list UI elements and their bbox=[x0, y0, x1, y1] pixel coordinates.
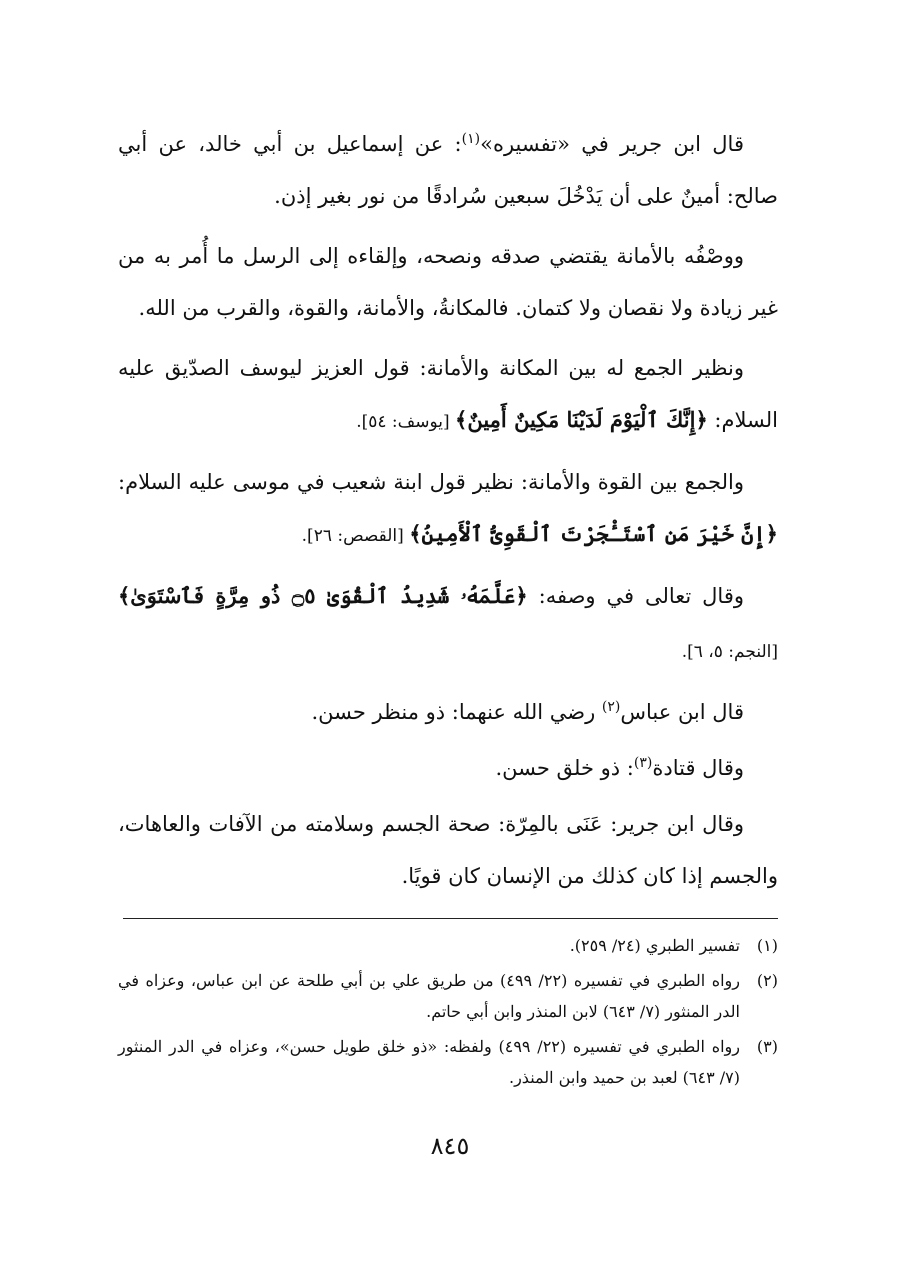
quran-verse: ﴿إِنَّكَ ٱلْيَوْمَ لَدَيْنَا مَكِينٌ أَمِينٌ﴾ bbox=[455, 407, 708, 432]
footnotes bbox=[118, 930, 778, 1097]
paragraph-mirrah bbox=[118, 798, 778, 902]
footnote-divider bbox=[123, 918, 778, 919]
paragraph-ibn-jarir bbox=[118, 118, 778, 222]
footnote-item bbox=[118, 930, 778, 961]
paragraph-text: ووصْفُه بالأمانة يقتضي صدقه ونصحه، وإلقاءه إلى الرسل ما أُمر به من غير زيادة ولا نقصان ولا كتمان. فالمكانةُ، والأمانة، والقوة، والقرب من الله. bbox=[118, 244, 778, 320]
quran-verse: ﴿عَلَّمَهُۥ شَدِيدُ ٱلْقُوَىٰ ۝٥ ذُو مِرَّةٍ فَٱسْتَوَىٰ﴾ bbox=[118, 583, 528, 608]
paragraph-qatadah bbox=[118, 742, 778, 794]
footnote-number: (٢) bbox=[756, 971, 778, 990]
paragraph-amanah bbox=[118, 230, 778, 334]
footnote-marker: (٢) bbox=[601, 699, 621, 715]
footnote-number: (١) bbox=[756, 936, 778, 955]
paragraph-text: : عن إسماعيل بن أبي خالد، عن أبي صالح: أمينٌ على أن يَدْخُلَ سبعين سُرادقًا من نور بغير إذن. bbox=[118, 132, 778, 208]
footnote-marker: (١) bbox=[461, 131, 481, 147]
page-number: ٨٤٥ bbox=[430, 1132, 470, 1160]
footnote-text: تفسير الطبري (٢٤/ ٢٥٩). bbox=[569, 936, 740, 955]
verse-reference: [القصص: ٢٦]. bbox=[301, 526, 410, 546]
verse-reference: [يوسف: ٥٤]. bbox=[356, 412, 456, 432]
footnote-text: رواه الطبري في تفسيره (٢٢/ ٤٩٩) ولفظه: «ذو خلق طويل حسن»، وعزاه في الدر المنثور (٧/ ٦٤٣) لعبد بن حميد وابن المنذر. bbox=[118, 1037, 741, 1087]
footnote-item bbox=[118, 965, 778, 1027]
paragraph-text: رضي الله عنهما: ذو منظر حسن. bbox=[311, 700, 602, 724]
footnote-text: رواه الطبري في تفسيره (٢٢/ ٤٩٩) من طريق علي بن أبي طلحة عن ابن عباس، وعزاه في الدر المنثور (٧/ ٦٤٣) لابن المنذر وابن أبي حاتم. bbox=[118, 971, 740, 1021]
verse-reference: [النجم: ٥، ٦]. bbox=[681, 642, 778, 662]
main-text bbox=[118, 118, 778, 910]
paragraph-musa bbox=[118, 456, 778, 562]
paragraph-text: : ذو خلق حسن. bbox=[495, 756, 634, 780]
paragraph-text: قال ابن عباس bbox=[620, 700, 744, 724]
paragraph-text: وقال ابن جرير: عَنَى بالمِرّة: صحة الجسم وسلامته من الآفات والعاهات، والجسم إذا كان كذلك من الإنسان كان قويًا. bbox=[118, 812, 778, 888]
paragraph-text: والجمع بين القوة والأمانة: نظير قول ابنة شعيب في موسى عليه السلام: bbox=[118, 470, 744, 494]
paragraph-najm bbox=[118, 570, 778, 678]
paragraph-text: وقال تعالى في وصفه: bbox=[527, 584, 744, 608]
footnote-item bbox=[118, 1031, 778, 1093]
paragraph-text: ونظير الجمع له بين المكانة والأمانة: قول العزيز ليوسف الصدّيق عليه السلام: bbox=[118, 356, 778, 432]
paragraph-text: وقال قتادة bbox=[652, 756, 744, 780]
footnote-number: (٣) bbox=[756, 1037, 778, 1056]
footnote-marker: (٣) bbox=[633, 755, 653, 771]
paragraph-ibn-abbas bbox=[118, 686, 778, 738]
paragraph-text: قال ابن جرير في «تفسيره» bbox=[480, 132, 744, 156]
quran-verse: ﴿إِنَّ خَيْرَ مَنِ ٱسْتَـْٔجَرْتَ ٱلْقَوِىُّ ٱلْأَمِينُ﴾ bbox=[409, 521, 778, 546]
paragraph-yusuf bbox=[118, 342, 778, 448]
